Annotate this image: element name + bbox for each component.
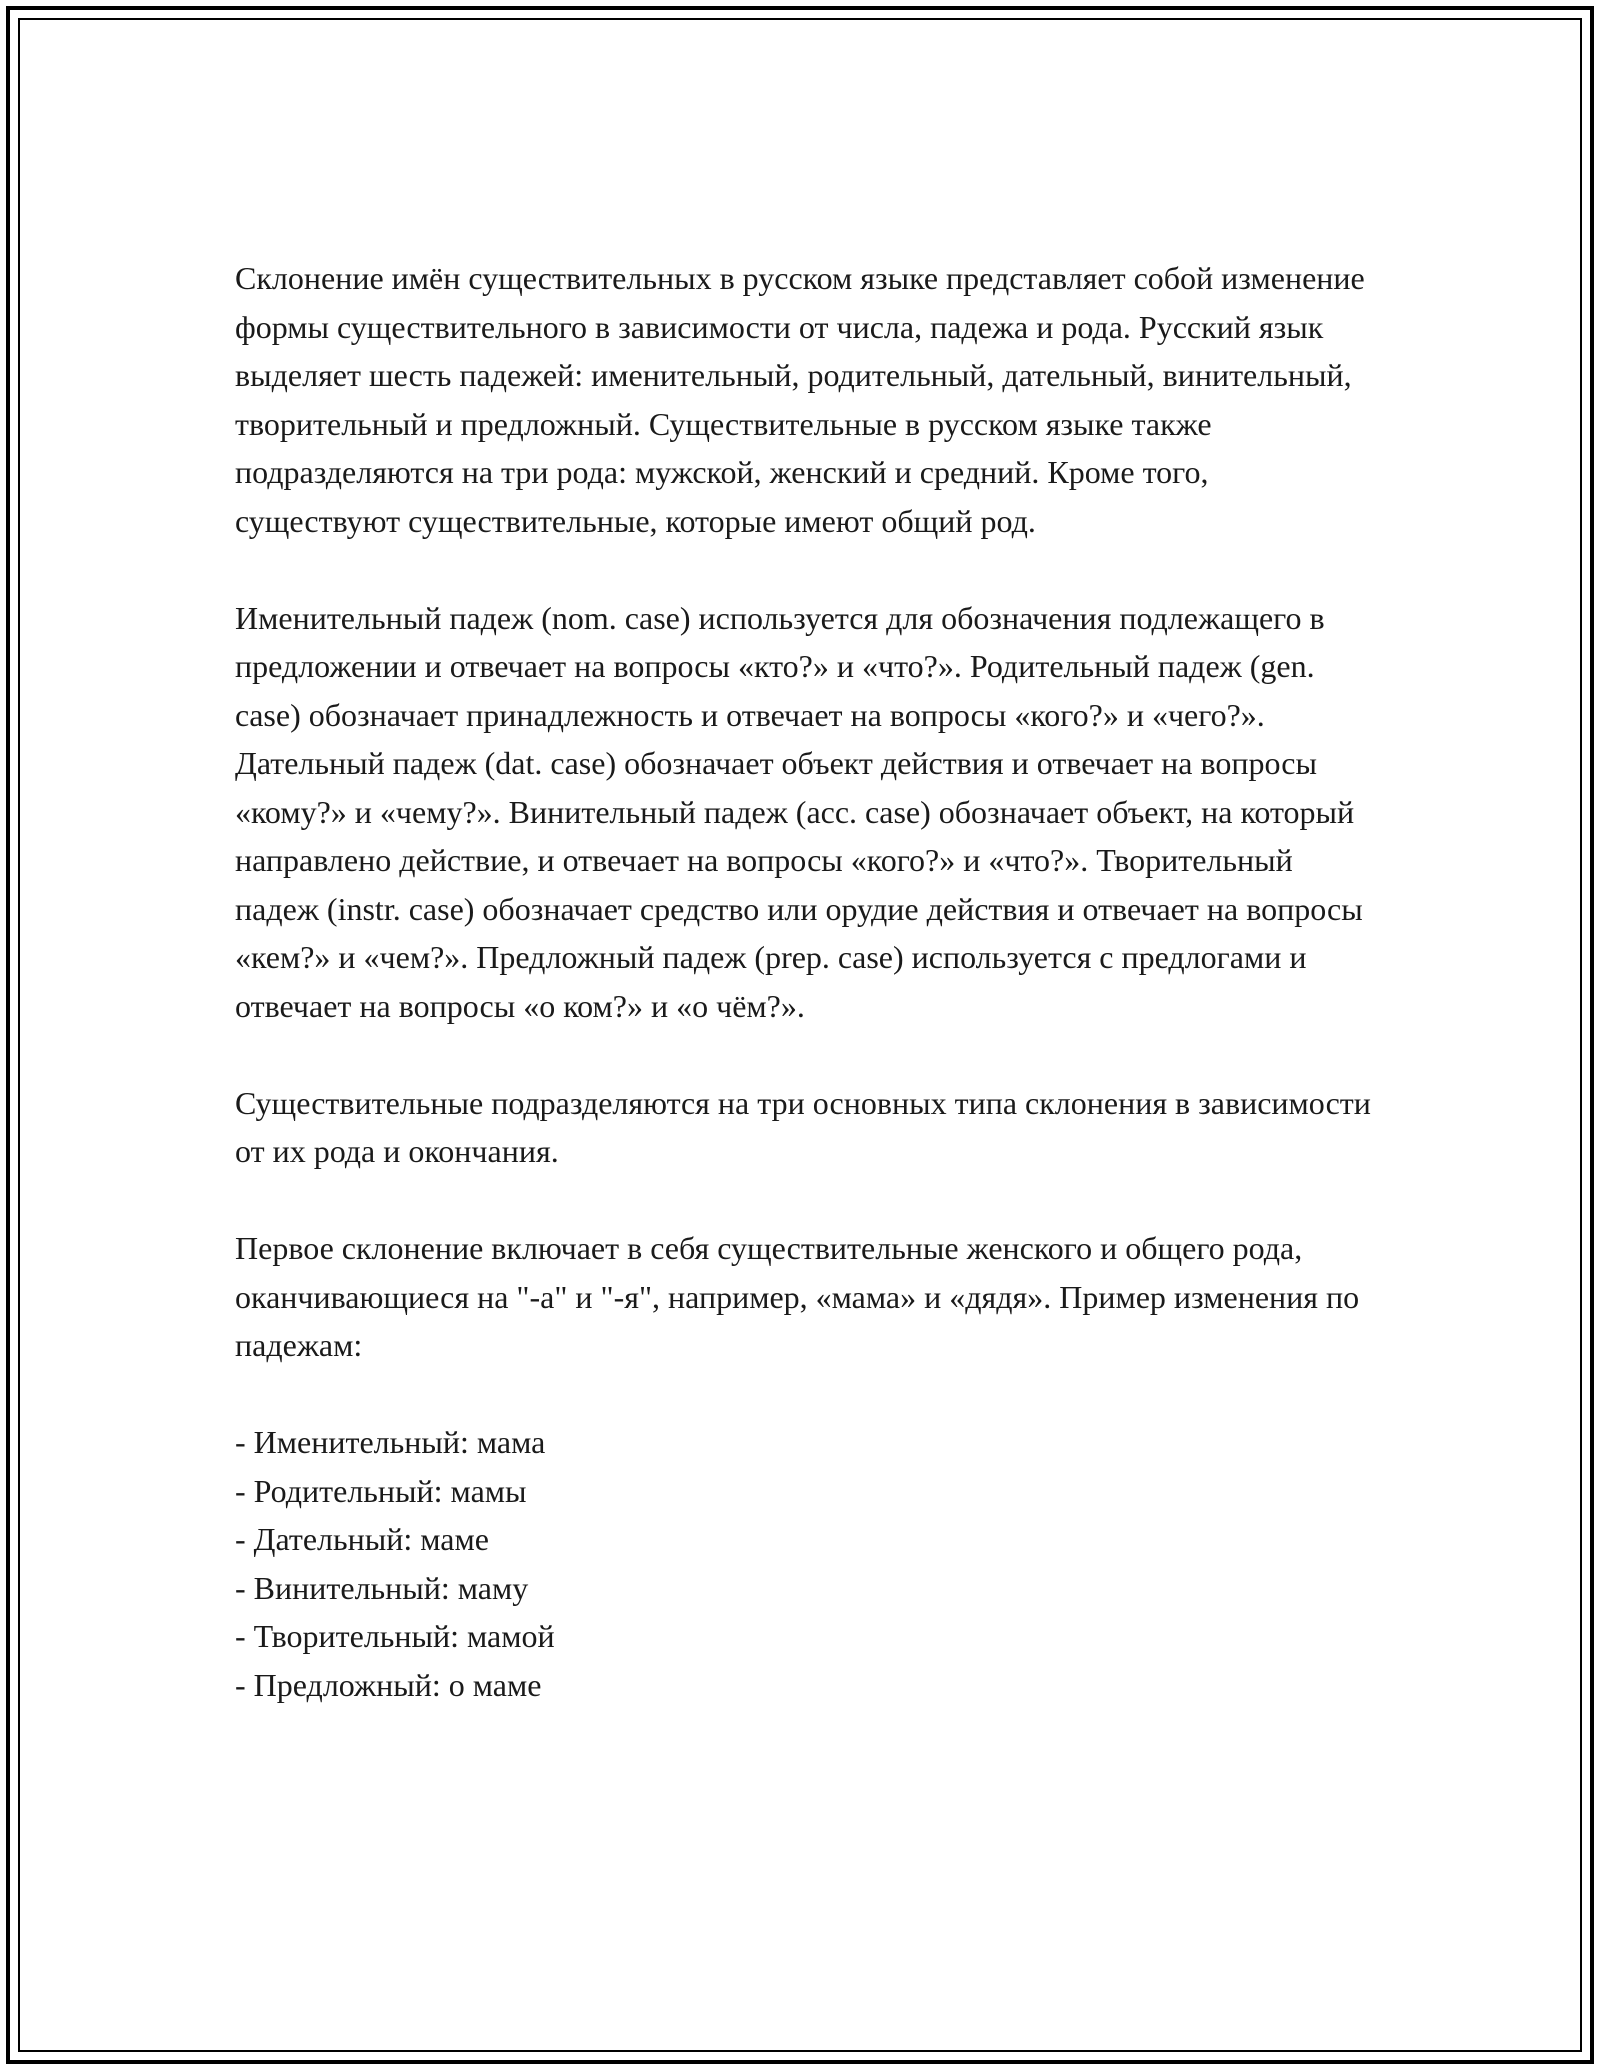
paragraph-declension-types: Существительные подразделяются на три основных типа склонения в зависимости от их рода и окончания.	[235, 1084, 1371, 1169]
list-item: - Дательный: маме	[235, 1521, 489, 1557]
list-item: - Именительный: мама	[235, 1424, 546, 1460]
list-item: - Предложный: о маме	[235, 1666, 542, 1703]
document-body	[235, 254, 1375, 1709]
list-item: - Родительный: мамы	[235, 1472, 527, 1509]
list-item: - Творительный: мамой	[235, 1618, 555, 1654]
paragraph-intro: Склонение имён существительных в русском языке представляет собой изменение формы существительного в зависимости от числа, падежа и рода. Русский язык выделяет шесть падежей: именительный, родительный, дательный, винительный, творительный и предложный. Существительные в русском языке также подразделяются на три рода: мужской, женский и средний. Кроме того, существуют существительные, которые имеют общий род.	[235, 260, 1365, 539]
paragraph-first-declension: Первое склонение включает в себя существительные женского и общего рода, оканчивающиеся на "-а" и "-я", например, «мама» и «дядя». Пример изменения по падежам:	[235, 1230, 1360, 1363]
list-item: - Винительный: маму	[235, 1569, 529, 1606]
paragraph-cases: Именительный падеж (nom. case) используется для обозначения подлежащего в предложении и отвечает на вопросы «кто?» и «что?». Родительный падеж (gen. case) обозначает принадлежность и отвечает на вопросы «кого?» и «чего?». Дательный падеж (dat. case) обозначает объект действия и отвечает на вопросы «кому?» и «чему?». Винительный падеж (acc. case) обозначает объект, на который направлено действие, и отвечает на вопросы «кого?» и «что?». Творительный падеж (instr. case) обозначает средство или орудие действия и отвечает на вопросы «кем?» и «чем?». Предложный падеж (prep. case) используется с предлогами и отвечает на вопросы «о ком?» и «о чём?».	[235, 599, 1363, 1024]
case-example-list	[235, 1418, 1375, 1709]
